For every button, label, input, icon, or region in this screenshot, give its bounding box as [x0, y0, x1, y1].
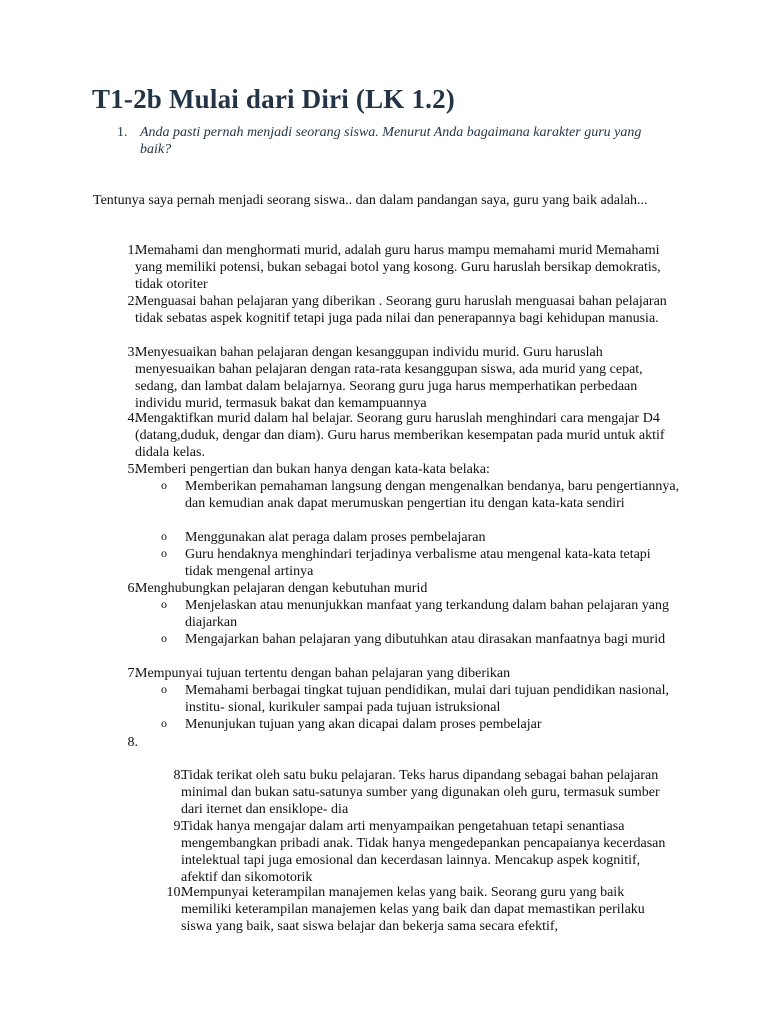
list-text: Tidak terikat oleh satu buku pelajaran. Teks harus dipandang sebagai bahan pelajaran minimal dan bukan satu-satunya sumber yang digunakan oleh guru, termasuk sumber dari iternet dan ensiklope- dia	[181, 768, 660, 817]
list-text: Memahami dan menghormati murid, adalah guru harus mampu memahami murid Memahami yang memiliki potensi, bukan sebagai botol yang kosong. Guru haruslah bersikap demokratis, tidak otoriter	[135, 243, 661, 292]
list-number: 6.	[127, 581, 138, 596]
sub-list-text: Menunjukan tujuan yang akan dicapai dalam proses pembelajar	[185, 717, 542, 732]
question-text: Anda pasti pernah menjadi seorang siswa. Menurut Anda bagaimana karakter guru yang baik?	[140, 125, 642, 157]
sub-list-text: Guru hendaknya menghindari terjadinya verbalisme atau mengenal kata-kata tetapi tidak mengenal artinya	[185, 547, 651, 579]
intro-paragraph: Tentunya saya pernah menjadi seorang siswa.. dan dalam pandangan saya, guru yang baik adalah...	[93, 193, 648, 208]
list-number: 9.	[173, 819, 184, 834]
list-number: 3.	[127, 345, 138, 360]
question-number: 1.	[117, 125, 128, 140]
list-text: Menguasai bahan pelajaran yang diberikan . Seorang guru haruslah menguasai bahan pelajaran tidak sebatas aspek kognitif tetapi juga pada nilai dan penerapannya bagi kehidupan manusia.	[135, 294, 667, 326]
list-text: Tidak hanya mengajar dalam arti menyampaikan pengetahuan tetapi senantiasa mengembangkan pribadi anak. Tidak hanya mengedepankan pencapaianya kecerdasan intelektual tapi juga emosional dan kecerdasan lainnya. Mencakup aspek kognitif, afektif dan sikomotorik	[181, 819, 666, 885]
list-text: Mempunyai keterampilan manajemen kelas yang baik. Seorang guru yang baik memiliki keterampilan manajemen kelas yang baik dan dapat memastikan perilaku siswa yang baik, saat siswa belajar dan bekerja sama secara efektif,	[181, 885, 645, 934]
list-number: 8.	[127, 735, 138, 750]
list-text: Menghubungkan pelajaran dengan kebutuhan murid	[135, 581, 428, 596]
bullet: o	[161, 682, 167, 696]
list-number: 5.	[127, 462, 138, 477]
list-number: 8.	[173, 768, 184, 783]
list-number: 1.	[127, 243, 138, 258]
sub-list-text: Menggunakan alat peraga dalam proses pembelajaran	[185, 530, 486, 545]
bullet: o	[161, 529, 167, 543]
page-title: T1-2b Mulai dari Diri (LK 1.2)	[92, 84, 455, 114]
sub-list-text: Mengajarkan bahan pelajaran yang dibutuhkan atau dirasakan manfaatnya bagi murid	[185, 632, 666, 647]
bullet: o	[161, 631, 167, 645]
sub-list-text: Memberikan pemahaman langsung dengan mengenalkan bendanya, baru pengertiannya, dan kemudian anak dapat merumuskan pengertian itu dengan kata-kata sendiri	[185, 479, 680, 511]
list-text: Mengaktifkan murid dalam hal belajar. Seorang guru haruslah menghindari cara mengajar D4 (datang,duduk, dengar dan diam). Guru harus memberikan kesempatan pada murid untuk aktif didala kelas.	[135, 411, 665, 460]
list-text: Menyesuaikan bahan pelajaran dengan kesanggupan individu murid. Guru haruslah menyesuaikan bahan pelajaran dengan rata-rata kesanggupan siswa, ada murid yang cepat, sedang, dan lambat dalam belajarnya. Seorang guru juga harus memperhatikan perbedaan individu murid, termasuk bakat dan kemampuannya	[135, 345, 643, 411]
bullet: o	[161, 546, 167, 560]
sub-list-text: Menjelaskan atau menunjukkan manfaat yang terkandung dalam bahan pelajaran yang diajarkan	[185, 598, 669, 630]
list-number: 2.	[127, 294, 138, 309]
list-number: 10.	[166, 885, 184, 900]
bullet: o	[161, 478, 167, 492]
list-number: 7.	[127, 666, 138, 681]
sub-list-text: Memahami berbagai tingkat tujuan pendidikan, mulai dari tujuan pendidikan nasional, institu- sional, kurikuler sampai pada tujuan istruksional	[185, 683, 670, 715]
bullet: o	[161, 597, 167, 611]
list-text: Memberi pengertian dan bukan hanya dengan kata-kata belaka:	[135, 462, 490, 477]
bullet: o	[161, 716, 167, 730]
list-number: 4.	[127, 411, 138, 426]
list-text: Mempunyai tujuan tertentu dengan bahan pelajaran yang diberikan	[135, 666, 511, 681]
